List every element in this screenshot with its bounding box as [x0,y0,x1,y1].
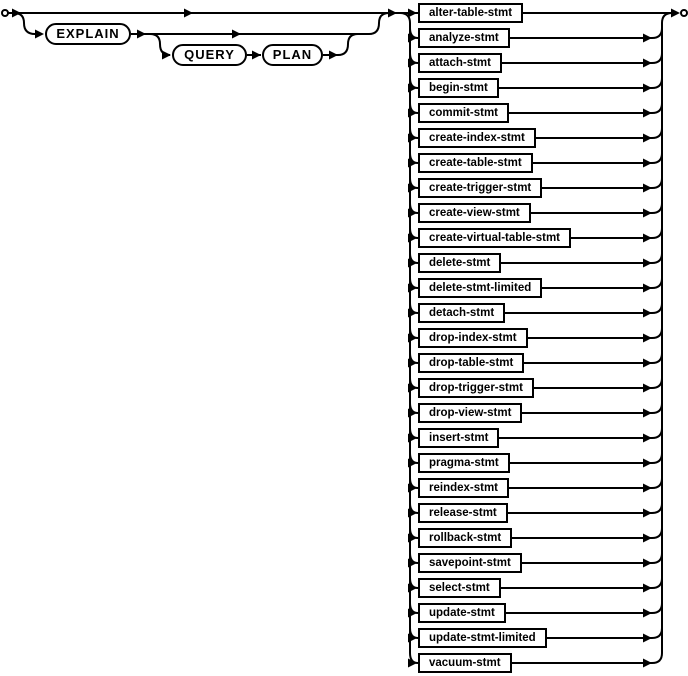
arrowhead-icon [643,409,652,418]
stmt-box-begin-stmt[interactable]: begin-stmt [418,78,499,98]
arrowhead-icon [643,34,652,43]
stmt-box-release-stmt[interactable]: release-stmt [418,503,508,523]
stmt-box-attach-stmt[interactable]: attach-stmt [418,53,502,73]
connector-line [508,503,662,513]
arrowhead-icon [643,284,652,293]
arrowhead-icon [643,609,652,618]
stmt-box-drop-table-stmt[interactable]: drop-table-stmt [418,353,524,373]
connector-line [499,78,662,88]
arrowhead-icon [643,359,652,368]
stmt-box-delete-stmt[interactable]: delete-stmt [418,253,501,273]
terminal-query: QUERY [172,44,247,66]
arrowhead-icon [252,51,261,60]
stmt-box-savepoint-stmt[interactable]: savepoint-stmt [418,553,522,573]
arrowhead-icon [671,9,680,18]
connector-line [505,303,662,313]
stmt-box-create-virtual-table-stmt[interactable]: create-virtual-table-stmt [418,228,571,248]
arrowhead-icon [643,184,652,193]
arrowhead-icon [643,109,652,118]
connector-line [512,653,662,663]
terminal-explain: EXPLAIN [45,23,131,45]
stmt-box-drop-view-stmt[interactable]: drop-view-stmt [418,403,522,423]
arrowhead-icon [643,259,652,268]
stmt-box-commit-stmt[interactable]: commit-stmt [418,103,509,123]
connector-line [510,453,662,463]
stmt-box-pragma-stmt[interactable]: pragma-stmt [418,453,510,473]
stmt-box-drop-trigger-stmt[interactable]: drop-trigger-stmt [418,378,534,398]
connector-line [369,13,389,34]
arrowhead-icon [643,509,652,518]
arrowhead-icon [643,434,652,443]
arrowhead-icon [12,9,21,18]
arrowhead-icon [643,459,652,468]
stmt-box-create-view-stmt[interactable]: create-view-stmt [418,203,531,223]
connector-line [499,428,662,438]
connector-line [323,34,358,55]
stmt-box-rollback-stmt[interactable]: rollback-stmt [418,528,512,548]
stmt-box-update-stmt[interactable]: update-stmt [418,603,506,623]
connector-line [662,13,672,653]
stmt-box-create-table-stmt[interactable]: create-table-stmt [418,153,533,173]
arrowhead-icon [184,9,193,18]
arrowhead-icon [388,9,397,18]
arrowhead-icon [643,59,652,68]
arrowhead-icon [643,334,652,343]
connector-line [534,378,662,388]
arrowhead-icon [232,30,241,39]
arrowhead-icon [137,30,146,39]
stmt-box-drop-index-stmt[interactable]: drop-index-stmt [418,328,528,348]
arrowhead-icon [643,534,652,543]
arrowhead-icon [643,234,652,243]
arrowhead-icon [643,134,652,143]
connector-line [502,53,662,63]
stmt-box-create-index-stmt[interactable]: create-index-stmt [418,128,536,148]
stmt-box-delete-stmt-limited[interactable]: delete-stmt-limited [418,278,542,298]
arrowhead-icon [643,209,652,218]
connector-line [150,34,170,55]
connector-line [533,153,662,163]
arrowhead-icon [643,634,652,643]
start-terminal-icon [2,10,8,16]
stmt-box-detach-stmt[interactable]: detach-stmt [418,303,505,323]
arrowhead-icon [643,659,652,668]
connector-line [509,103,662,113]
arrowhead-icon [162,51,171,60]
arrowhead-icon [35,30,44,39]
stmt-box-insert-stmt[interactable]: insert-stmt [418,428,499,448]
connector-line [506,603,662,613]
arrowhead-icon [408,9,417,18]
arrowhead-icon [643,309,652,318]
arrowhead-icon [643,584,652,593]
connector-line [501,578,662,588]
stmt-box-reindex-stmt[interactable]: reindex-stmt [418,478,509,498]
connector-line [509,478,662,488]
connector-line [524,353,662,363]
connector-line [510,28,662,38]
connector-line [522,403,662,413]
connector-line [528,328,662,338]
arrowhead-icon [643,559,652,568]
connector-line [531,203,662,213]
stmt-box-update-stmt-limited[interactable]: update-stmt-limited [418,628,547,648]
arrowhead-icon [643,84,652,93]
arrowhead-icon [643,484,652,493]
stmt-box-vacuum-stmt[interactable]: vacuum-stmt [418,653,512,673]
arrowhead-icon [643,384,652,393]
arrowhead-icon [643,159,652,168]
end-terminal-icon [681,10,687,16]
connector-line [522,553,662,563]
arrowhead-icon [329,51,338,60]
stmt-box-analyze-stmt[interactable]: analyze-stmt [418,28,510,48]
stmt-box-alter-table-stmt[interactable]: alter-table-stmt [418,3,523,23]
connector-line [512,528,662,538]
connector-line [14,13,35,34]
stmt-box-create-trigger-stmt[interactable]: create-trigger-stmt [418,178,542,198]
stmt-box-select-stmt[interactable]: select-stmt [418,578,501,598]
connector-line [501,253,662,263]
terminal-plan: PLAN [262,44,323,66]
